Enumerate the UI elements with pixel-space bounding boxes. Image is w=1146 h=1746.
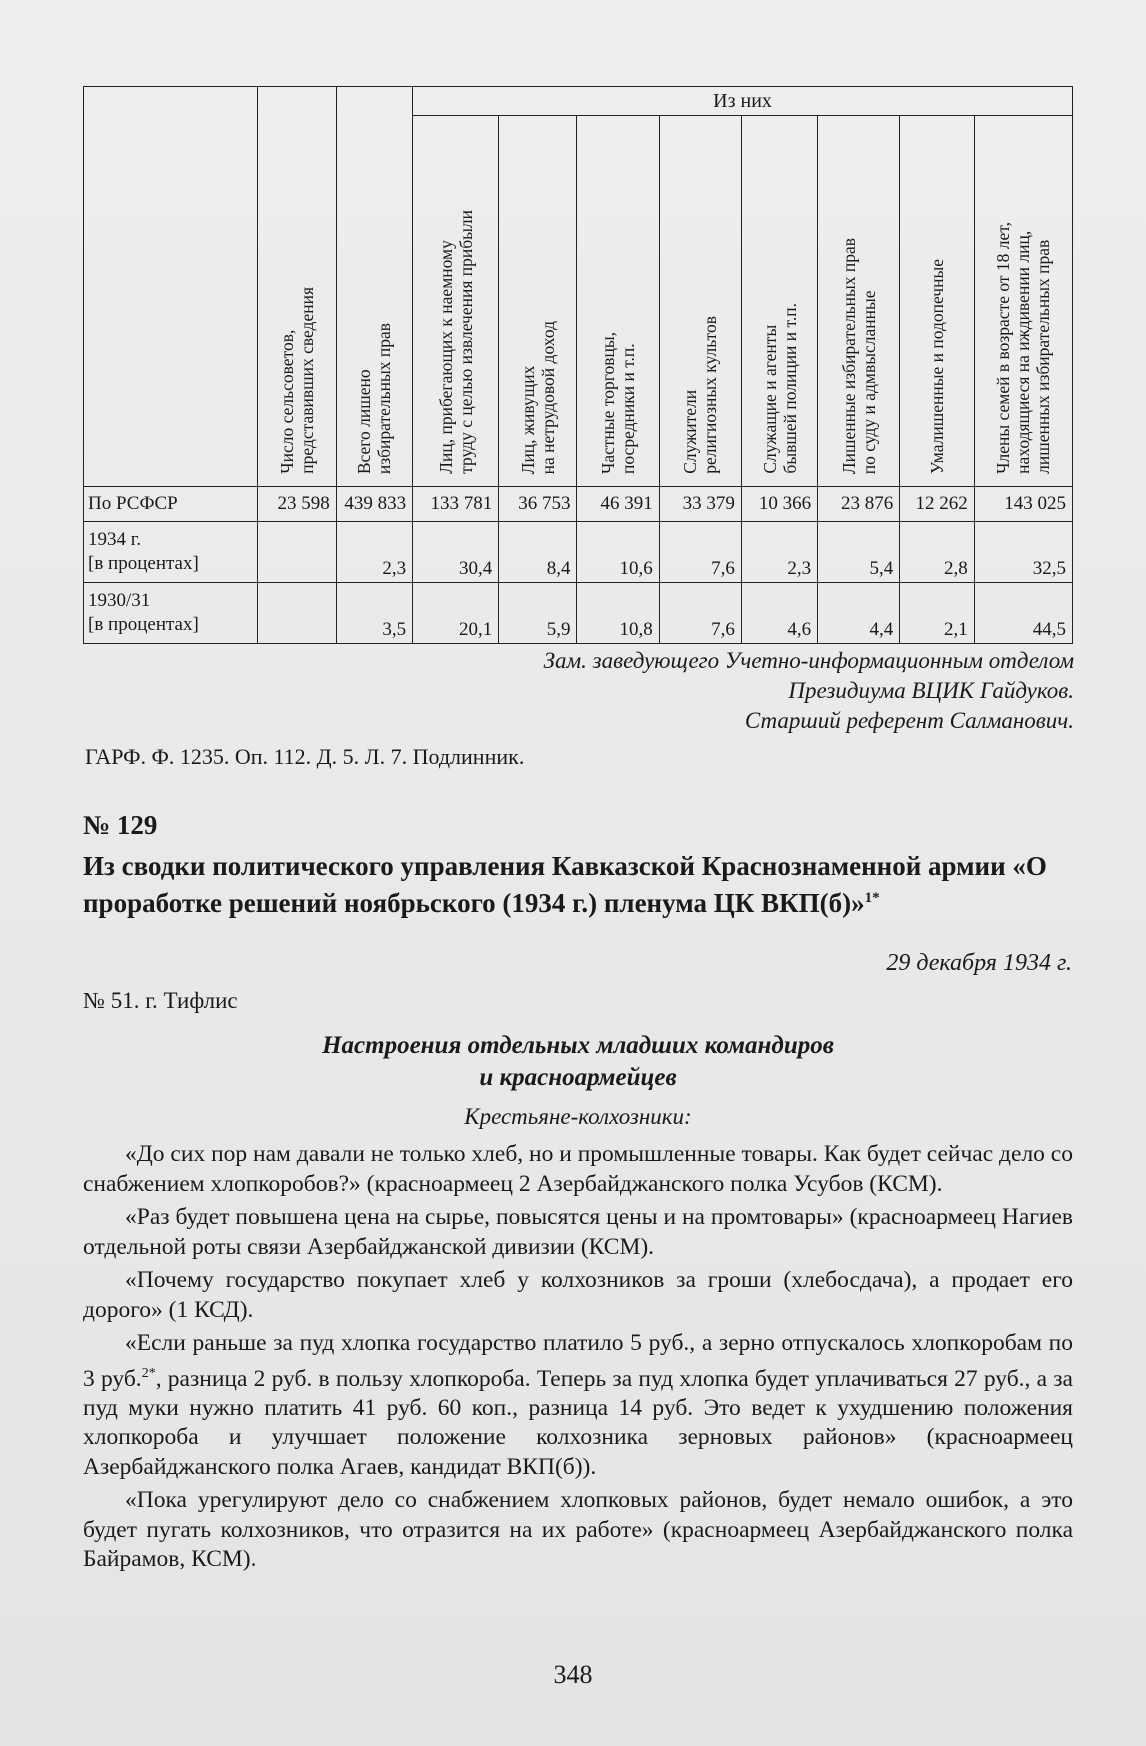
table-cell: 44,5 bbox=[974, 583, 1072, 644]
document-number: № 129 bbox=[83, 810, 158, 840]
row-label: По РСФСР bbox=[84, 487, 258, 522]
quote-text: , разница 2 руб. в пользу хлопкороба. Теперь за пуд хлопка будет уплачиваться 27 руб., а за пуд муки нужно платить 41 руб. 60 коп., разница 14 руб. Это ведет к ухудшению положения хлопкороба и улучшает положение колхозника зерновых районов» (красноармеец Азербайджанского полка Агаев, кандидат ВКП(б)). bbox=[83, 1365, 1073, 1480]
quote-paragraph: «Раз будет повышена цена на сырье, повысятся цены и на промтовары» (красноармеец Нагиев отдельной роты связи Азербайджанской дивизии (КСМ). bbox=[83, 1204, 1073, 1260]
column-header: Лишенные избирательных прав по суду и адмвысланные bbox=[818, 116, 900, 487]
table-cell: 5,4 bbox=[818, 522, 900, 583]
table-cell: 10,8 bbox=[577, 583, 659, 644]
column-header: Служители религиозных культов bbox=[659, 116, 741, 487]
page-number: 348 bbox=[553, 1660, 593, 1689]
table-cell: 10,6 bbox=[577, 522, 659, 583]
table-cell-empty bbox=[258, 522, 336, 583]
column-header: Всего лишено избирательных прав bbox=[336, 87, 412, 487]
table-cell: 3,5 bbox=[336, 583, 412, 644]
footnote-marker: 1* bbox=[864, 890, 880, 906]
table-cell: 4,6 bbox=[741, 583, 817, 644]
document-title bbox=[83, 850, 1073, 919]
document-place: № 51. г. Тифлис bbox=[83, 988, 238, 1013]
row-label: 1930/31 [в процентах] bbox=[84, 583, 258, 644]
table-row bbox=[84, 583, 1073, 644]
quote-paragraph: «До сих пор нам давали не только хлеб, но и промышленные товары. Как будет сейчас дело со снабжением хлопкоробов?» (красноармеец 2 Азербайджанского полка Усубов (КСМ). bbox=[83, 1141, 1073, 1197]
category-heading: Крестьяне-колхозники: bbox=[464, 1104, 692, 1129]
table-row bbox=[84, 522, 1073, 583]
table-cell: 23 598 bbox=[258, 487, 336, 522]
table-cell: 143 025 bbox=[974, 487, 1072, 522]
table-cell: 8,4 bbox=[499, 522, 577, 583]
column-header: Лиц, прибегающих к наемному труду с целью извлечения прибыли bbox=[413, 116, 499, 487]
table-cell: 20,1 bbox=[413, 583, 499, 644]
table-cell: 439 833 bbox=[336, 487, 412, 522]
table-cell: 2,3 bbox=[741, 522, 817, 583]
document-body bbox=[83, 1140, 1073, 1579]
footnote-marker: 2* bbox=[141, 1365, 156, 1381]
table-cell: 30,4 bbox=[413, 522, 499, 583]
column-header: Члены семей в возрасте от 18 лет, находящиеся на иждивении лиц, лишенных избирательных прав bbox=[974, 116, 1072, 487]
table-cell-empty bbox=[258, 583, 336, 644]
quote-paragraph: «Почему государство покупает хлеб у колхозников за гроши (хлебосдача), а продает его дорого» (1 КСД). bbox=[83, 1267, 1073, 1323]
table-cell: 2,3 bbox=[336, 522, 412, 583]
quote-paragraph bbox=[83, 1329, 1073, 1482]
section-heading: Настроения отдельных младших командиров и красноармейцев bbox=[322, 1032, 834, 1091]
archive-reference: ГАРФ. Ф. 1235. Оп. 112. Д. 5. Л. 7. Подлинник. bbox=[85, 744, 525, 769]
column-header: Лиц, живущих на нетрудовой доход bbox=[499, 116, 577, 487]
table-cell: 12 262 bbox=[900, 487, 974, 522]
table-row bbox=[84, 487, 1073, 522]
table-cell: 23 876 bbox=[818, 487, 900, 522]
statistics-table bbox=[83, 86, 1073, 644]
signature-block bbox=[544, 646, 1074, 736]
table-cell: 5,9 bbox=[499, 583, 577, 644]
quote-paragraph: «Пока урегулируют дело со снабжением хлопковых районов, будет немало ошибок, а это будет пугать колхозников, что отразится на их работе» (красноармеец Азербайджанского полка Байрамов, КСМ). bbox=[83, 1487, 1073, 1573]
column-header: Умалишенные и подопечные bbox=[900, 116, 974, 487]
column-group-header: Из них bbox=[413, 87, 1073, 116]
column-header: Число сельсоветов, представивших сведения bbox=[258, 87, 336, 487]
document-title-text: Из сводки политического управления Кавказской Краснознаменной армии «О проработке решений ноябрьского (1934 г.) пленума ЦК ВКП(б)» bbox=[83, 851, 1047, 918]
table-cell: 33 379 bbox=[659, 487, 741, 522]
column-header: Частные торговцы, посредники и т.п. bbox=[577, 116, 659, 487]
document-date: 29 декабря 1934 г. bbox=[886, 950, 1072, 976]
signature-line: Президиума ВЦИК Гайдуков. bbox=[788, 678, 1074, 703]
signature-line: Старший референт Салманович. bbox=[744, 708, 1074, 733]
table-cell: 7,6 bbox=[659, 522, 741, 583]
table-cell: 2,8 bbox=[900, 522, 974, 583]
table-cell: 2,1 bbox=[900, 583, 974, 644]
table-corner-cell bbox=[84, 87, 258, 487]
signature-line: Зам. заведующего Учетно-информационным отделом bbox=[543, 648, 1074, 673]
table-cell: 7,6 bbox=[659, 583, 741, 644]
quote-text: «Если раньше за пуд хлопка государство платило 5 руб., а зерно отпускалось хлопкоробам по 3 руб. bbox=[83, 1330, 1073, 1392]
table-cell: 10 366 bbox=[741, 487, 817, 522]
table-cell: 4,4 bbox=[818, 583, 900, 644]
table-cell: 133 781 bbox=[413, 487, 499, 522]
row-label: 1934 г. [в процентах] bbox=[84, 522, 258, 583]
table-cell: 36 753 bbox=[499, 487, 577, 522]
table-cell: 46 391 bbox=[577, 487, 659, 522]
column-header: Служащие и агенты бывшей полиции и т.п. bbox=[741, 116, 817, 487]
table-cell: 32,5 bbox=[974, 522, 1072, 583]
